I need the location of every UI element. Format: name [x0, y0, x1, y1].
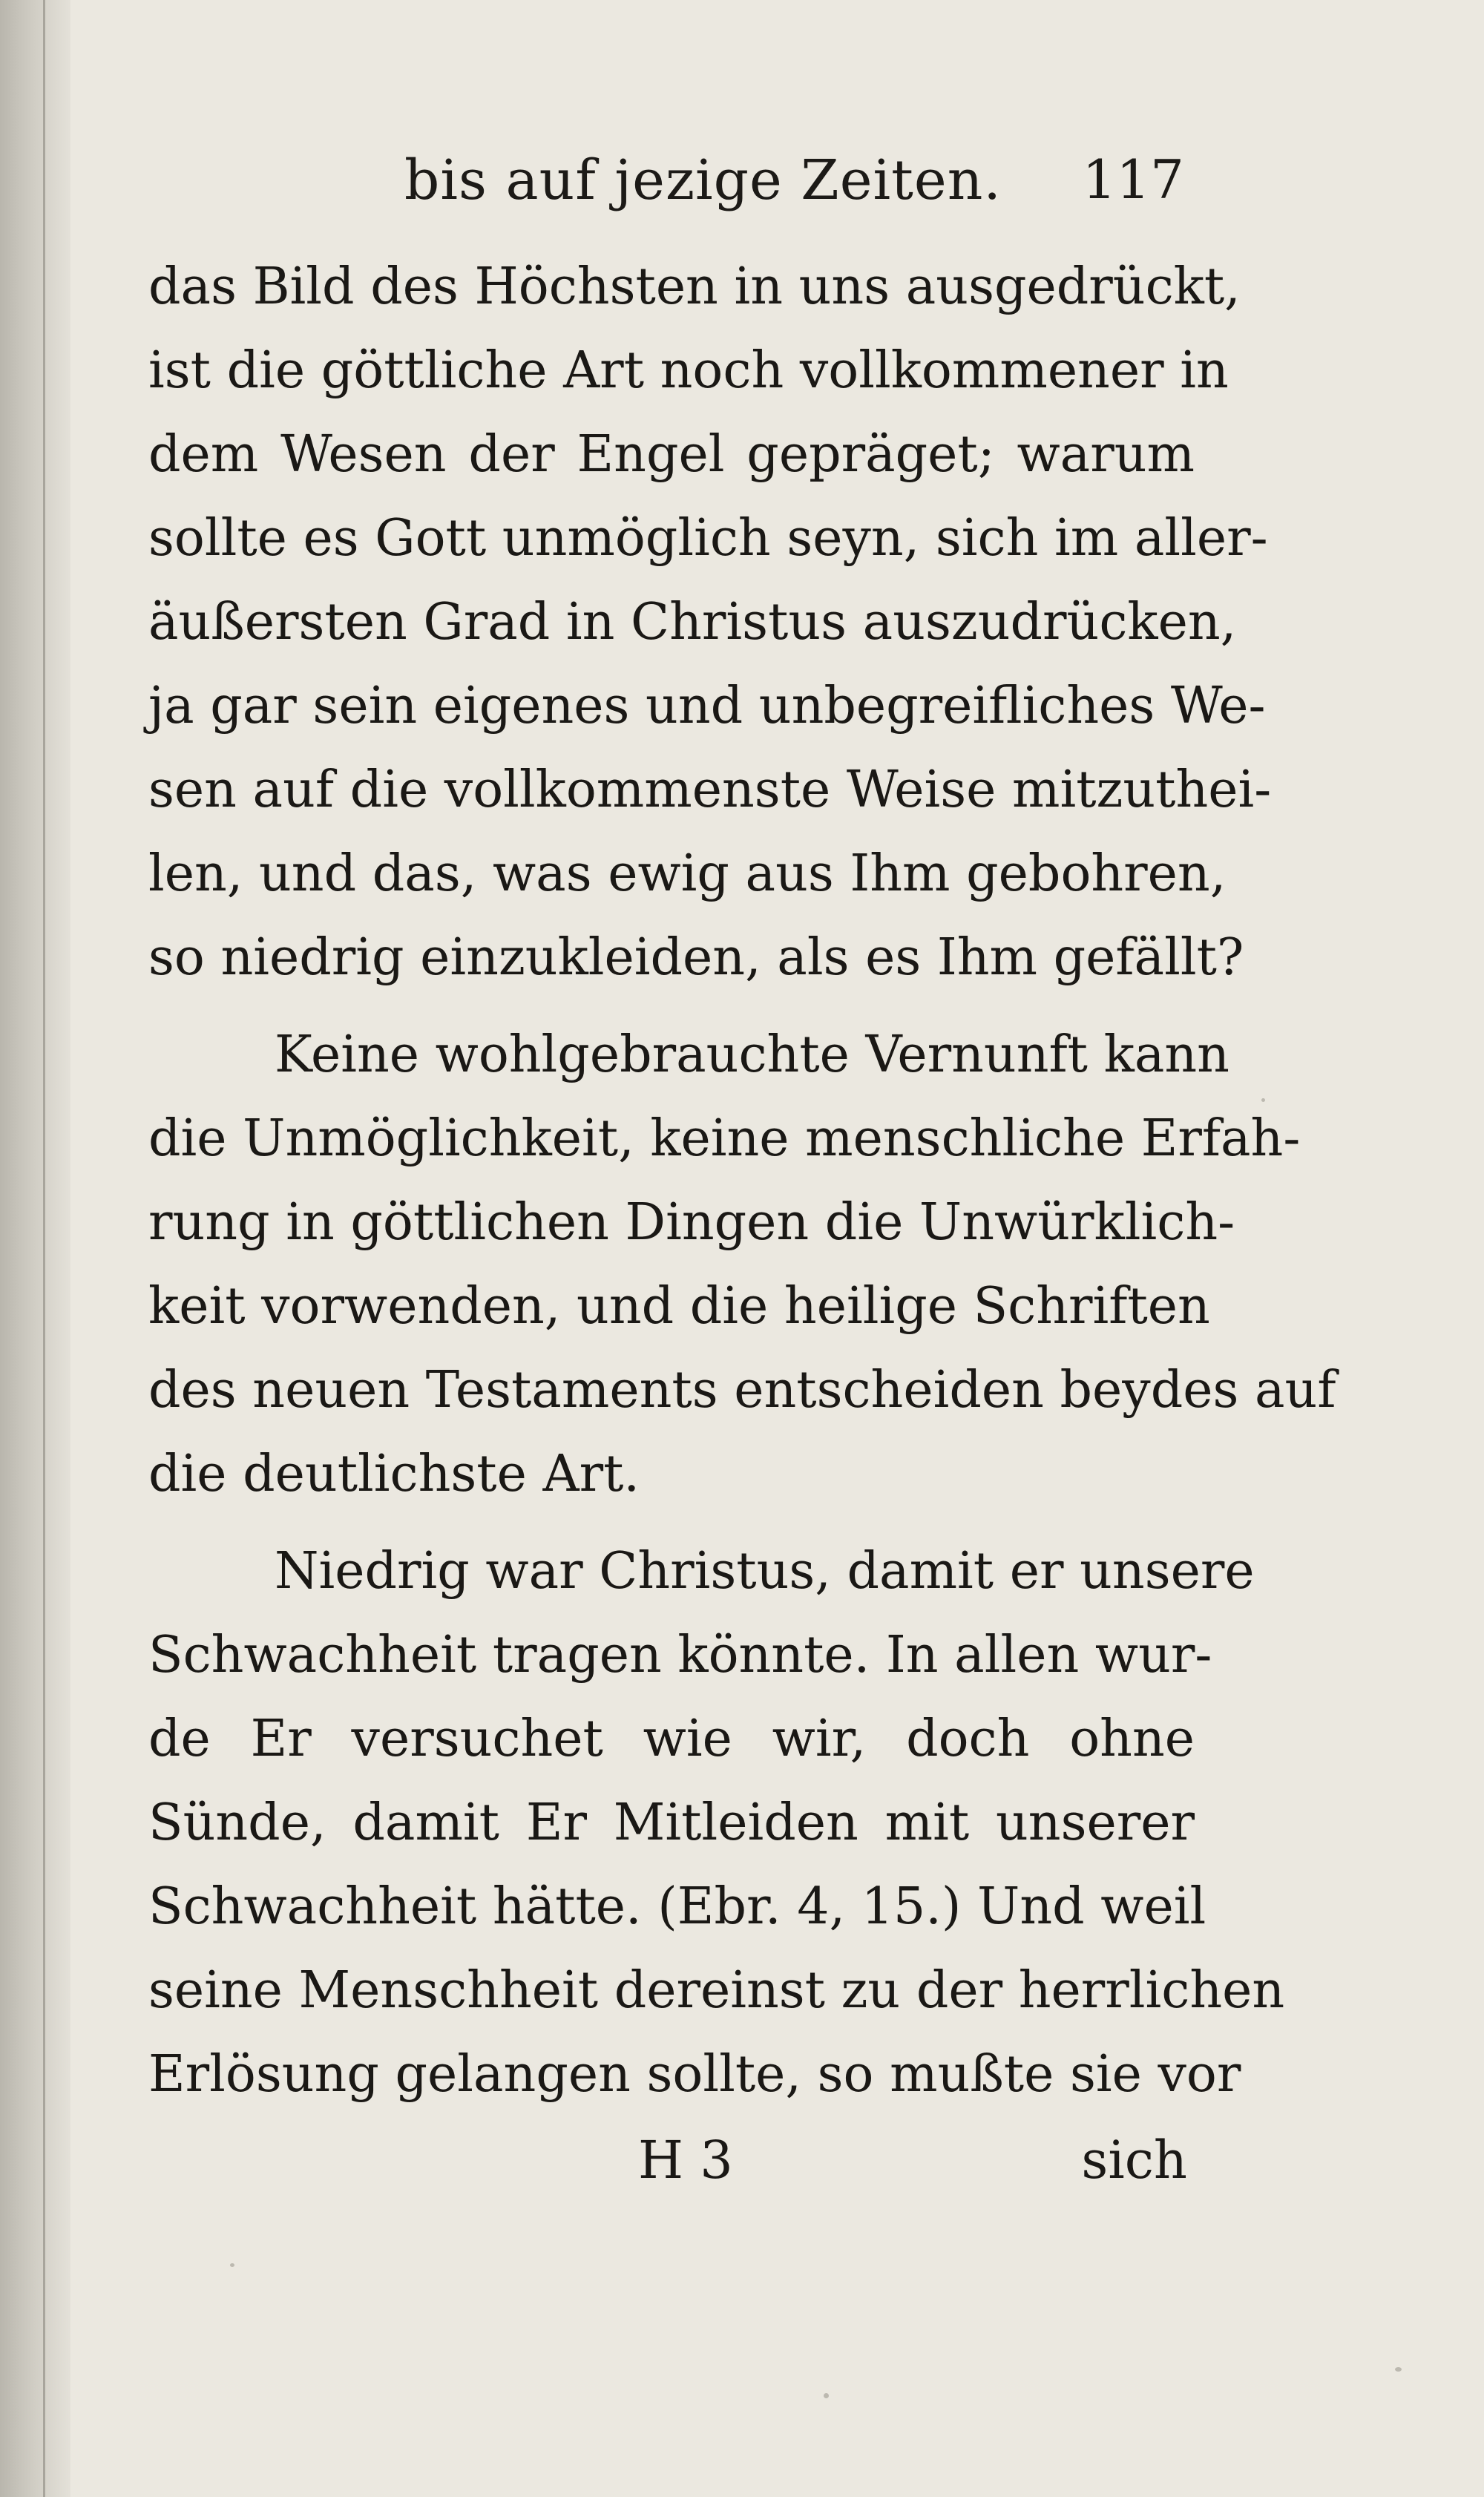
page-gutter-shadow: [0, 0, 70, 2497]
page-footer: [148, 2130, 1195, 2211]
signature-mark: H 3: [638, 2130, 733, 2191]
text-line: Schwachheit hätte. (Ebr. 4, 15.) Und weil: [148, 1877, 1206, 1936]
page-header: [148, 148, 1202, 215]
running-head: bis auf jezige Zeiten.: [404, 148, 1002, 212]
text-line: ja gar sein eigenes und unbegreifliches We-: [148, 677, 1266, 735]
paragraph-3: [148, 1529, 1285, 2116]
catchword: sich: [1081, 2130, 1187, 2191]
paragraph-spacing: [148, 1516, 1195, 1529]
paper-speck: [1261, 1098, 1265, 1102]
text-line: die Unmöglichkeit, keine menschliche Erfah-: [148, 1109, 1301, 1168]
text-line: dem Wesen der Engel gepräget; warum: [148, 425, 1195, 484]
text-line: de Er versuchet wie wir, doch ohne: [148, 1710, 1195, 1768]
text-line: das Bild des Höchsten in uns ausgedrückt,: [148, 257, 1241, 316]
text-line: sen auf die vollkommenste Weise mitzuthei-: [148, 761, 1272, 819]
paragraph-spacing: [148, 1000, 1195, 1013]
paper-speck: [824, 2393, 829, 2398]
text-line: die deutlichste Art.: [148, 1445, 640, 1503]
page-number: 117: [1082, 148, 1184, 211]
text-line: seine Menschheit dereinst zu der herrlichen: [148, 1961, 1285, 2020]
text-line: Keine wohlgebrauchte Vernunft kann: [275, 1026, 1229, 1084]
text-line: äußersten Grad in Christus auszudrücken,: [148, 593, 1237, 652]
text-line: keit vorwenden, und die heilige Schriften: [148, 1277, 1210, 1336]
text-line: sollte es Gott unmöglich seyn, sich im aller-: [148, 509, 1268, 568]
body-text: [148, 245, 1336, 2116]
text-line: Schwachheit tragen könnte. In allen wur-: [148, 1626, 1212, 1684]
text-line: ist die göttliche Art noch vollkommener in: [148, 341, 1229, 400]
text-line: Sünde, damit Er Mitleiden mit unserer: [148, 1794, 1195, 1852]
text-line: Niedrig war Christus, damit er unsere: [275, 1542, 1255, 1601]
text-line: len, und das, was ewig aus Ihm gebohren,: [148, 844, 1227, 903]
gutter-edge: [43, 0, 45, 2497]
text-line: Erlösung gelangen sollte, so mußte sie vor: [148, 2045, 1241, 2104]
text-line: so niedrig einzukleiden, als es Ihm gefällt?: [148, 928, 1244, 987]
paragraph-2: [148, 1013, 1336, 1516]
text-line: des neuen Testaments entscheiden beydes auf: [148, 1361, 1336, 1420]
paper-speck: [1395, 2367, 1402, 2372]
paper-speck: [230, 2263, 234, 2267]
paragraph-1: [148, 245, 1272, 1000]
text-line: rung in göttlichen Dingen die Unwürklich-: [148, 1193, 1235, 1252]
